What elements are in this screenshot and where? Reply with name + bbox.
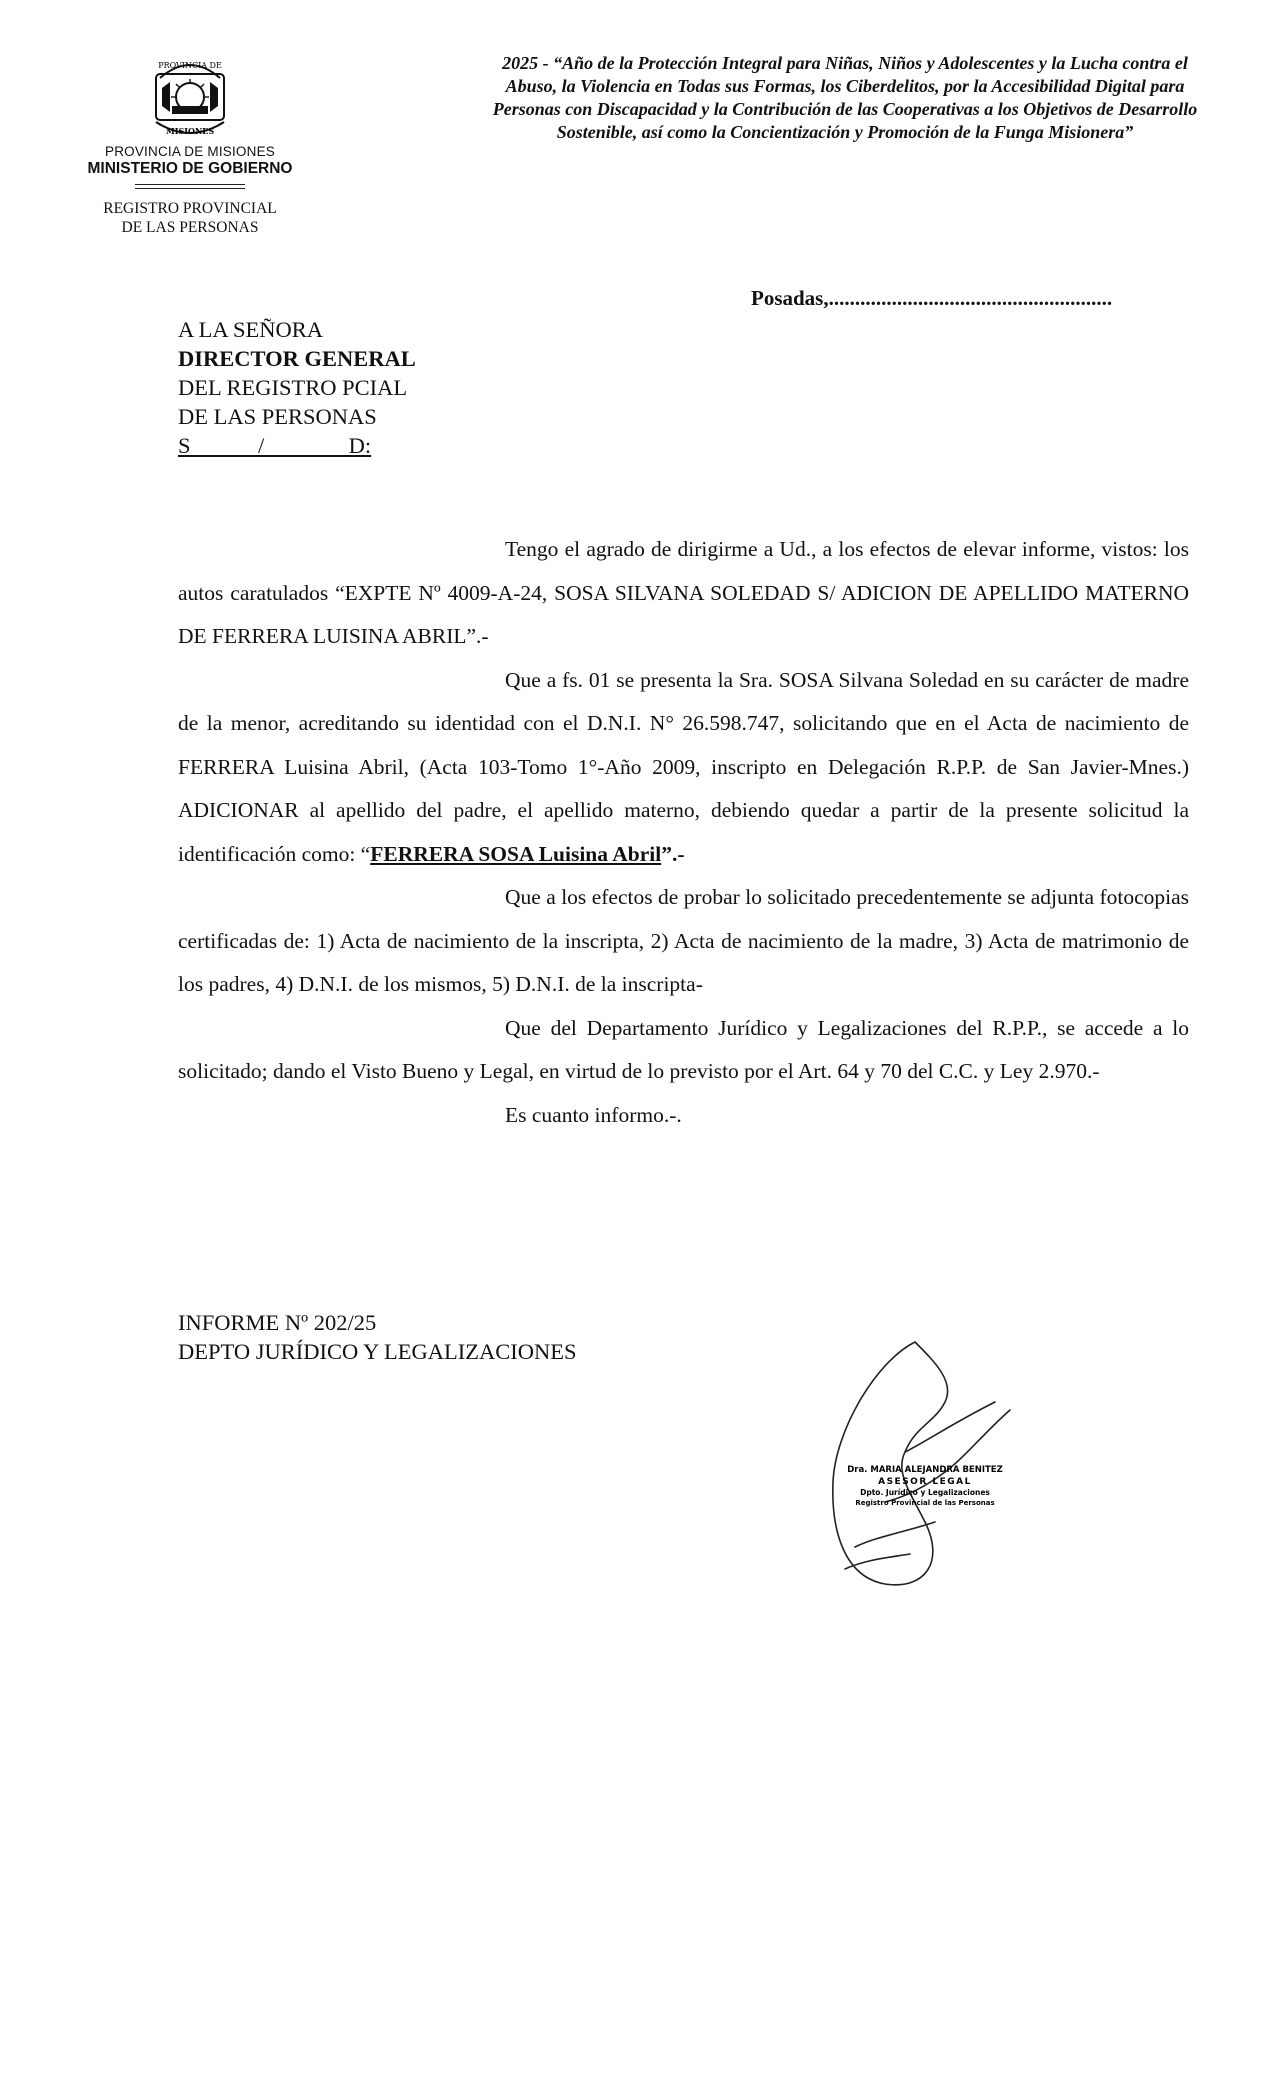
header-divider-2 [135,188,245,189]
addressee-line-1: A LA SEÑORA [178,317,324,342]
stamp-title: ASESOR LEGAL [878,1477,972,1487]
stamp-name: Dra. MARIA ALEJANDRA BENITEZ [847,1465,1003,1475]
place-date-line: Posadas,...................................................... [751,286,1113,310]
new-identification-name: FERRERA SOSA Luisina Abril [370,841,662,866]
year-motto: 2025 - “Año de la Protección Integral para Niñas, Niños y Adolescentes y la Lucha contra el Abuso, la Violencia en Todas sus Formas, los Ciberdelitos, por la Accesibilidad Digital para Personas con Discapacidad y la Contribución de las Cooperativas a los Objetivos de Desarrollo Sostenible, así como la Concientización y Promoción de la Funga Misionera” [492,53,1198,142]
body-paragraph-2-end: ”.- [661,841,685,866]
seal-text-bottom: MISIONES [165,126,215,136]
provincial-seal-icon [142,48,238,140]
body-paragraph-2 [178,659,1189,877]
addressee-line-2: DIRECTOR GENERAL [178,346,416,371]
body-paragraph-1: Tengo el agrado de dirigirme a Ud., a los efectos de elevar informe, vistos: los autos caratulados “EXPTE Nº 4009-A-24, SOSA SILVANA SOLEDAD S/ ADICION DE APELLIDO MATERNO DE FERRERA LUISINA ABRIL”.- [178,537,1189,648]
registry-line-2: DE LAS PERSONAS [121,219,259,236]
registry-line-1: REGISTRO PROVINCIAL [103,200,277,217]
department-name: DEPTO JURÍDICO Y LEGALIZACIONES [178,1339,577,1364]
seal-text-top: PROVINCIA DE [158,61,222,70]
body-paragraph-2-text: Que a fs. 01 se presenta la Sra. SOSA Silvana Soledad en su carácter de madre de la menor, acreditando su identidad con el D.N.I. N° 26.598.747, solicitando que en el Acta de nacimiento de FERRERA Luisina Abril, (Acta 103-Tomo 1°-Año 2009, inscripto en Delegación R.P.P. de San Javier-Mnes.) ADICIONAR al apellido del padre, el apellido materno, debiendo quedar a partir de la presente solicitud la identificación como: “ [178,667,1189,866]
header-divider [135,184,245,185]
registry-name [60,199,320,237]
stamp-registry: Registro Provincial de las Personas [855,1499,995,1507]
province-name: PROVINCIA DE MISIONES [105,144,275,159]
ministry-name: MINISTERIO DE GOBIERNO [87,160,293,177]
body-paragraph-4: Que del Departamento Jurídico y Legalizaciones del R.P.P., se accede a lo solicitado; dando el Visto Bueno y Legal, en virtud de lo previsto por el Art. 64 y 70 del C.C. y Ley 2.970.- [178,1015,1189,1083]
header-logo-block [60,48,320,237]
addressee-block [178,315,445,460]
stamp-dept: Dpto. Jurídico y Legalizaciones [860,1488,990,1497]
report-number: INFORME Nº 202/25 [178,1310,377,1335]
signature-stamp [815,1322,1020,1592]
addressee-line-3: DEL REGISTRO PCIAL [178,375,408,400]
letter-body [178,528,1189,1137]
addressee-line-4: DE LAS PERSONAS [178,404,377,429]
report-footer [178,1308,577,1366]
body-paragraph-5: Es cuanto informo.-. [505,1102,682,1127]
addressee-line-5: S / D: [178,433,372,458]
body-paragraph-3: Que a los efectos de probar lo solicitado precedentemente se adjunta fotocopias certificadas de: 1) Acta de nacimiento de la inscripta, 2) Acta de nacimiento de la madre, 3) Acta de matrimonio de los padres, 4) D.N.I. de los mismos, 5) D.N.I. de la inscripta- [178,885,1189,996]
